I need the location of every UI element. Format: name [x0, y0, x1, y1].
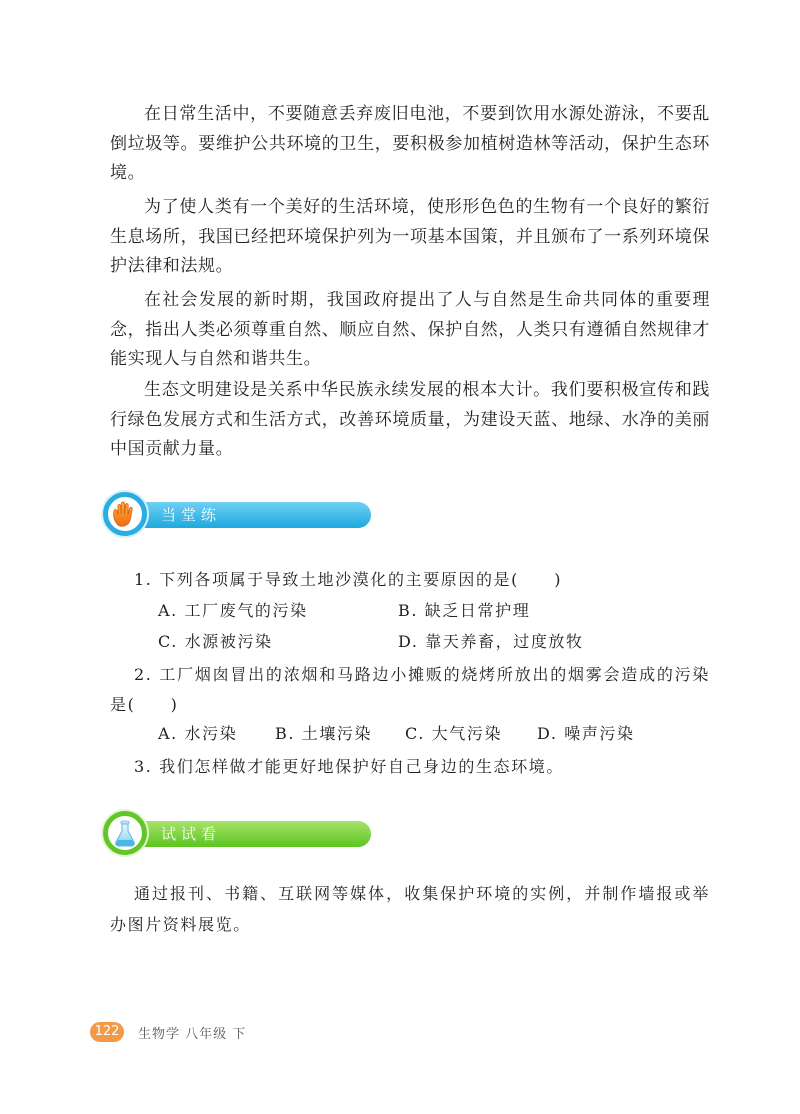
question-3: 3. 我们怎样做才能更好地保护好自己身边的生态环境。	[134, 757, 564, 776]
hand-icon	[108, 497, 142, 531]
practice-banner	[103, 492, 383, 536]
try-it-banner	[103, 811, 383, 855]
page-number: 122	[90, 1022, 124, 1042]
question-2-option-c: C. 大气污染	[405, 724, 503, 743]
paragraph-daily-life: 在日常生活中，不要随意丢弃废旧电池，不要到饮用水源处游泳，不要乱倒垃圾等。要维护公共环境的卫生，要积极参加植树造林等活动，保护生态环境。	[110, 104, 710, 183]
try-it-text: 通过报刊、书籍、互联网等媒体，收集保护环境的实例，并制作墙报或举办图片资料展览。	[110, 884, 710, 934]
question-1-option-d: D. 靠天养畜，过度放牧	[398, 632, 584, 651]
flask-icon	[108, 816, 142, 850]
practice-banner-bar	[121, 502, 371, 528]
question-1-option-b: B. 缺乏日常护理	[398, 601, 531, 620]
question-2-option-b: B. 土壤污染	[275, 724, 373, 743]
practice-icon-badge	[103, 492, 147, 536]
try-it-banner-title: 试试看	[161, 825, 222, 843]
question-2-option-d: D. 噪声污染	[537, 724, 635, 743]
practice-banner-title: 当堂练	[161, 506, 222, 524]
question-2-option-a: A. 水污染	[158, 724, 238, 743]
paragraph-harmony-with-nature: 在社会发展的新时期，我国政府提出了人与自然是生命共同体的重要理念，指出人类必须尊重自然、顺应自然、保护自然，人类只有遵循自然规律才能实现人与自然和谐共生。	[110, 290, 710, 369]
question-1: 1. 下列各项属于导致土地沙漠化的主要原因的是( )	[134, 570, 563, 589]
paragraph-national-policy: 为了使人类有一个美好的生活环境，使形形色色的生物有一个良好的繁衍生息场所，我国已经把环境保护列为一项基本国策，并且颁布了一系列环境保护法律和法规。	[110, 197, 710, 276]
question-1-option-c: C. 水源被污染	[158, 632, 273, 651]
question-2: 2. 工厂烟囱冒出的浓烟和马路边小摊贩的烧烤所放出的烟雾会造成的污染是( )	[110, 665, 710, 714]
try-it-icon-badge	[103, 811, 147, 855]
try-it-banner-bar	[121, 821, 371, 847]
book-title: 生物学 八年级 下	[138, 1027, 247, 1042]
question-1-option-a: A. 工厂废气的污染	[158, 601, 308, 620]
paragraph-ecological-civilization: 生态文明建设是关系中华民族永续发展的根本大计。我们要积极宣传和践行绿色发展方式和生活方式，改善环境质量，为建设天蓝、地绿、水净的美丽中国贡献力量。	[110, 380, 710, 459]
